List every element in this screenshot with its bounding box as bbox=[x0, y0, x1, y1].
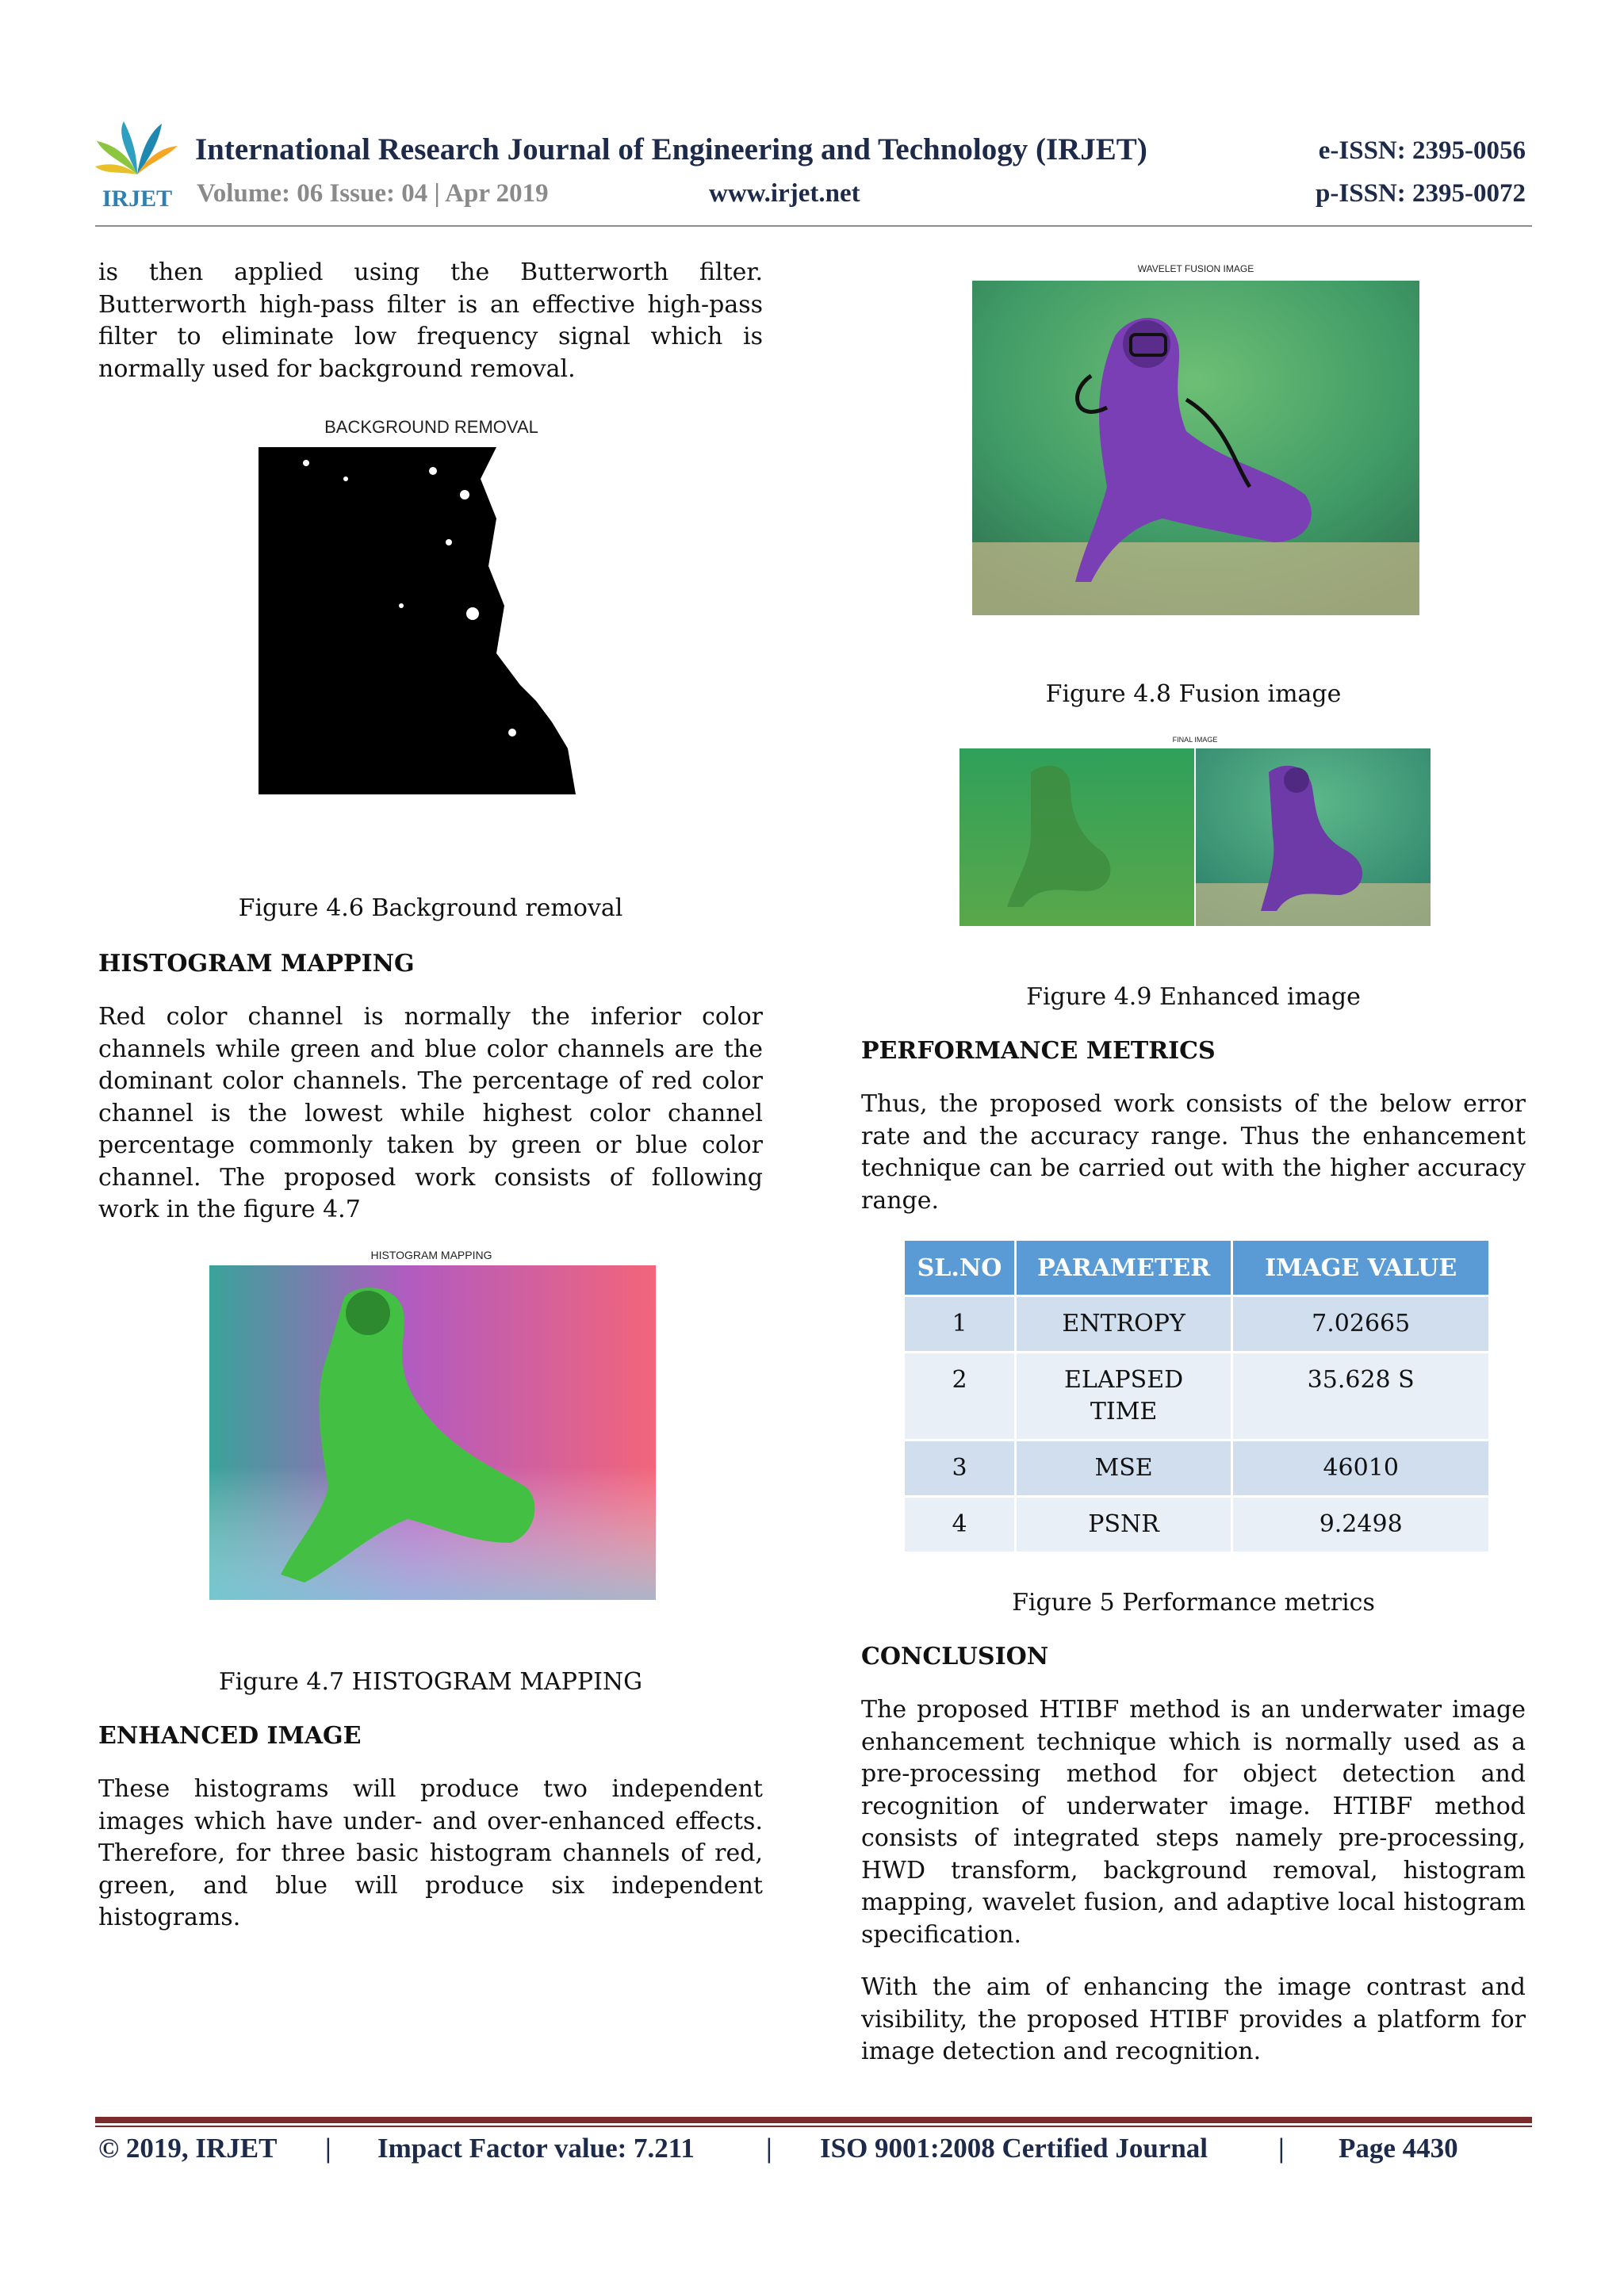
histogram-mapping-image bbox=[209, 1265, 656, 1600]
table-cell: ENTROPY bbox=[1017, 1297, 1231, 1351]
conclusion-heading: CONCLUSION bbox=[861, 1643, 1049, 1670]
table-cell: 2 bbox=[905, 1353, 1014, 1439]
footer-page-number: Page 4430 bbox=[1339, 2133, 1458, 2164]
background-removal-image bbox=[259, 447, 604, 794]
volume-info: Volume: 06 Issue: 04 | Apr 2019 bbox=[197, 179, 549, 208]
table-row bbox=[905, 1498, 1488, 1552]
enhanced-paragraph: These histograms will produce two independent images which have under- and over-enhanced effects. Therefore, for three basic histogram channels of red, green, and blue will produce six independent histograms. bbox=[98, 1775, 763, 1931]
conclusion-paragraph-1: The proposed HTIBF method is an underwater image enhancement technique which is normally used as a pre-processing method for object detection and recognition of underwater image. HTIBF method consists of integrated steps namely pre-processing, HWD transform, background removal, histogram mapping, wavelet fusion, and adaptive local histogram specification. bbox=[861, 1696, 1526, 1949]
table-cell: 46010 bbox=[1233, 1441, 1488, 1495]
table-cell: 9.2498 bbox=[1233, 1498, 1488, 1552]
fig-4-6-title: BACKGROUND REMOVAL bbox=[324, 417, 538, 437]
histogram-paragraph: Red color channel is normally the inferior color channels while green and blue color channels are the dominant color channels. The percentage of red color channel is the lowest while highest color channel percentage commonly taken by green or blue color channel. The proposed work consists of following work in the figure 4.7 bbox=[98, 1003, 763, 1223]
fig-4-8-caption: Figure 4.8 Fusion image bbox=[1045, 680, 1342, 708]
logo-text: IRJET bbox=[102, 186, 173, 211]
footer-impact-factor: Impact Factor value: 7.211 bbox=[377, 2133, 695, 2164]
fig-5-caption: Figure 5 Performance metrics bbox=[1012, 1589, 1375, 1617]
e-issn: e-ISSN: 2395-0056 bbox=[1318, 136, 1526, 165]
table-cell: 7.02665 bbox=[1233, 1297, 1488, 1351]
performance-metrics-heading: PERFORMANCE METRICS bbox=[861, 1037, 1216, 1065]
table-row bbox=[905, 1353, 1488, 1439]
fig-4-9-caption: Figure 4.9 Enhanced image bbox=[1026, 983, 1361, 1011]
table-header-row bbox=[905, 1241, 1488, 1295]
conclusion-paragraph-2: With the aim of enhancing the image contrast and visibility, the proposed HTIBF provides a platform for image detection and recognition. bbox=[861, 1973, 1526, 2065]
journal-website[interactable]: www.irjet.net bbox=[709, 179, 860, 208]
footer-separator: | bbox=[766, 2133, 772, 2164]
table-header-slno: SL.NO bbox=[905, 1241, 1014, 1295]
table-cell: 35.628 S bbox=[1233, 1353, 1488, 1439]
performance-metrics-table bbox=[902, 1238, 1491, 1554]
wavelet-fusion-image bbox=[972, 281, 1419, 615]
fig-4-7-caption: Figure 4.7 HISTOGRAM MAPPING bbox=[218, 1668, 643, 1696]
performance-metrics-paragraph: Thus, the proposed work consists of the below error rate and the accuracy range. Thus the enhancement technique can be carried out with the higher accuracy range. bbox=[861, 1090, 1526, 1215]
table-header-image-value: IMAGE VALUE bbox=[1233, 1241, 1488, 1295]
table-cell: MSE bbox=[1017, 1441, 1231, 1495]
footer-iso: ISO 9001:2008 Certified Journal bbox=[820, 2133, 1208, 2164]
irjet-logo bbox=[94, 117, 181, 211]
footer-rule-thin bbox=[95, 2126, 1532, 2127]
histogram-heading: HISTOGRAM MAPPING bbox=[98, 950, 415, 978]
fig-4-8-title: WAVELET FUSION IMAGE bbox=[1137, 263, 1254, 274]
header-rule bbox=[95, 225, 1532, 227]
footer-separator: | bbox=[1278, 2133, 1285, 2164]
journal-title: International Research Journal of Engineering and Technology (IRJET) bbox=[195, 132, 1147, 166]
fig-4-7-title: HISTOGRAM MAPPING bbox=[370, 1249, 492, 1261]
table-row bbox=[905, 1441, 1488, 1495]
p-issn: p-ISSN: 2395-0072 bbox=[1316, 179, 1526, 208]
table-cell: 4 bbox=[905, 1498, 1014, 1552]
fig-4-6-caption: Figure 4.6 Background removal bbox=[238, 894, 623, 922]
table-cell: ELAPSED TIME bbox=[1017, 1353, 1231, 1439]
enhanced-heading: ENHANCED IMAGE bbox=[98, 1722, 362, 1750]
table-header-parameter: PARAMETER bbox=[1017, 1241, 1231, 1295]
intro-paragraph: is then applied using the Butterworth filter. Butterworth high-pass filter is an effective high-pass filter to eliminate low frequency signal which is normally used for background removal. bbox=[98, 258, 763, 383]
table-cell: 1 bbox=[905, 1297, 1014, 1351]
footer-rule bbox=[95, 2117, 1532, 2123]
footer-copyright: © 2019, IRJET bbox=[98, 2133, 278, 2164]
table-row bbox=[905, 1297, 1488, 1351]
table-cell: PSNR bbox=[1017, 1498, 1231, 1552]
footer-separator: | bbox=[325, 2133, 331, 2164]
enhanced-image bbox=[959, 748, 1431, 926]
fig-4-9-title: FINAL IMAGE bbox=[1172, 736, 1218, 744]
table-cell: 3 bbox=[905, 1441, 1014, 1495]
